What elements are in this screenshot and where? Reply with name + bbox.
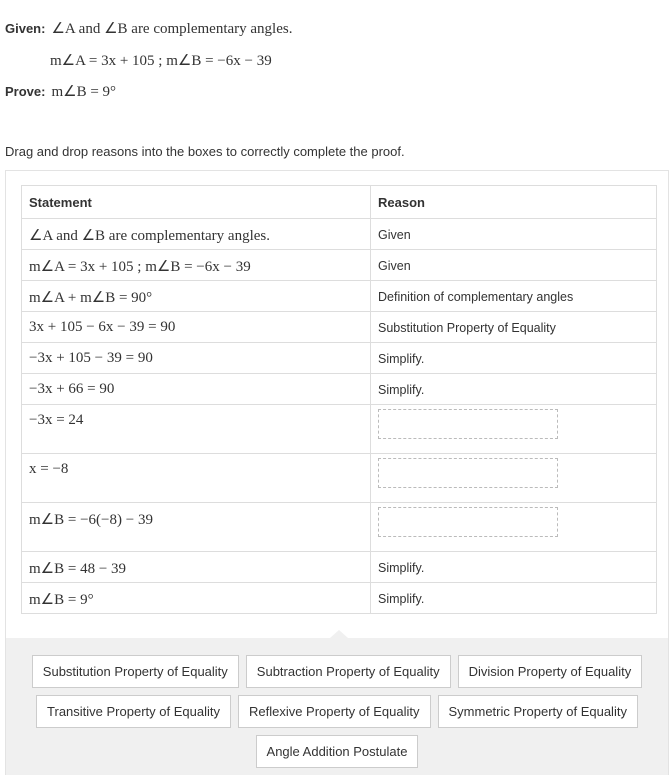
option-division[interactable]: Division Property of Equality [458,655,643,688]
option-symmetric[interactable]: Symmetric Property of Equality [438,695,638,728]
option-subtraction[interactable]: Subtraction Property of Equality [246,655,451,688]
reason: Definition of complementary angles [371,281,657,312]
header-reason: Reason [371,186,657,219]
header-statement: Statement [22,186,371,219]
reason: Simplify. [371,374,657,405]
statement: −3x + 66 = 90 [22,374,371,405]
reason: Substitution Property of Equality [371,312,657,343]
reason: Given [371,219,657,250]
table-row [22,312,657,343]
proof-panel [5,170,669,775]
statement: m∠B = 48 − 39 [22,552,371,583]
bank-notch [330,630,348,638]
reason-drop-zone[interactable] [378,409,558,439]
statement: ∠A and ∠B are complementary angles. [22,219,371,250]
statement: m∠A + m∠B = 90° [22,281,371,312]
statement: −3x + 105 − 39 = 90 [22,343,371,374]
reason: Given [371,250,657,281]
reason: Simplify. [371,343,657,374]
reason: Simplify. [371,583,657,614]
proof-table [21,185,657,614]
statement: m∠A = 3x + 105 ; m∠B = −6x − 39 [22,250,371,281]
option-substitution[interactable]: Substitution Property of Equality [32,655,239,688]
prove-line [5,82,116,101]
reason-drop-zone[interactable] [378,458,558,488]
prove-label: Prove: [5,84,46,99]
table-row [22,374,657,405]
table-row [22,343,657,374]
option-angle-addition[interactable]: Angle Addition Postulate [256,735,419,768]
prove-text: m∠B = 9° [51,84,117,100]
table-row [22,250,657,281]
given-line [5,19,292,38]
table-row [22,583,657,614]
table-row [22,503,657,552]
reason-drop-zone[interactable] [378,507,558,537]
given-equation: m∠A = 3x + 105 ; m∠B = −6x − 39 [50,53,272,69]
statement: x = −8 [22,454,371,503]
table-row [22,552,657,583]
table-row [22,281,657,312]
option-transitive[interactable]: Transitive Property of Equality [36,695,231,728]
given-label: Given: [5,21,46,36]
table-row [22,454,657,503]
reason-bank [6,638,668,775]
statement: m∠B = 9° [22,583,371,614]
table-row [22,219,657,250]
reason: Simplify. [371,552,657,583]
instructions: Drag and drop reasons into the boxes to correctly complete the proof. [5,144,405,159]
statement: 3x + 105 − 6x − 39 = 90 [22,312,371,343]
statement: m∠B = −6(−8) − 39 [22,503,371,552]
statement: −3x = 24 [22,405,371,454]
given-text: ∠A and ∠B are complementary angles. [51,21,293,37]
option-reflexive[interactable]: Reflexive Property of Equality [238,695,431,728]
table-row [22,405,657,454]
